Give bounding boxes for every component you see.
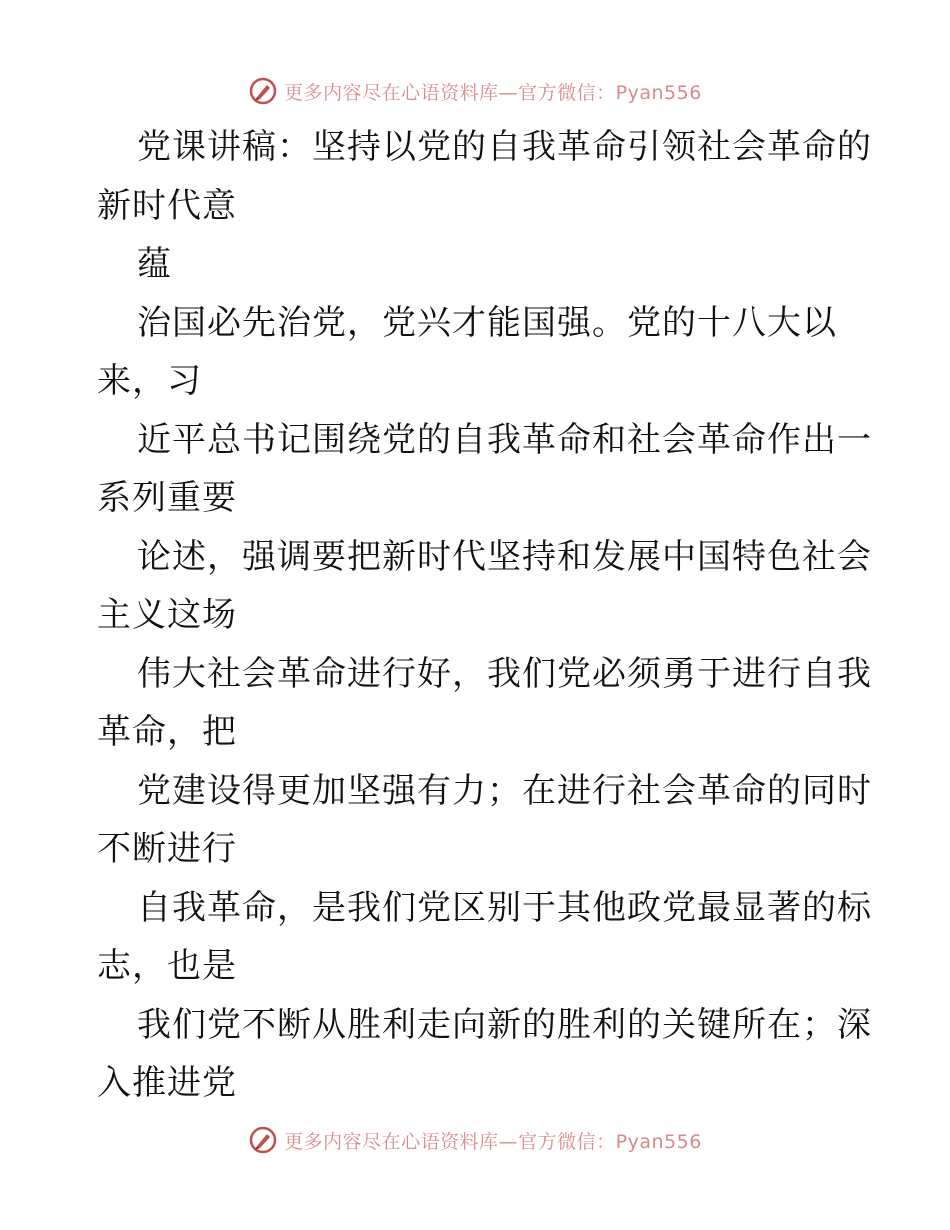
document-body: [97, 118, 872, 1113]
text-line: 党课讲稿：坚持以党的自我革命引领社会革命的: [137, 127, 872, 167]
footer-watermark: [0, 1120, 950, 1160]
text-line: 革命，把: [97, 712, 237, 752]
header-watermark: [0, 71, 950, 111]
text-line: 治国必先治党，党兴才能国强。党的十八大以: [137, 302, 837, 343]
text-line: 志，也是: [97, 946, 237, 986]
text-line: 论述，强调要把新时代坚持和发展中国特色社会: [137, 536, 872, 577]
text-line: 蕴: [137, 244, 172, 284]
text-line: 不断进行: [97, 829, 237, 869]
text-line: 入推进党: [97, 1063, 237, 1103]
text-line: 伟大社会革命进行好，我们党必须勇于进行自我: [137, 653, 872, 694]
text-line: 我们党不断从胜利走向新的胜利的关键所在；深: [137, 1004, 872, 1045]
text-line: 自我革命，是我们党区别于其他政党最显著的标: [137, 887, 872, 928]
text-line: 来，习: [97, 361, 202, 401]
text-line: 新时代意: [97, 185, 237, 226]
text-line: 主义这场: [97, 595, 237, 635]
watermark-text: 更多内容尽在心语资料库—官方微信：Pyan556: [284, 1130, 702, 1153]
text-line: 党建设得更加坚强有力；在进行社会革命的同时: [137, 770, 872, 811]
watermark-text: 更多内容尽在心语资料库—官方微信：Pyan556: [284, 81, 702, 104]
text-line: 系列重要: [97, 478, 237, 518]
text-line: 近平总书记围绕党的自我革命和社会革命作出一: [137, 419, 872, 460]
pen-logo-icon: [248, 1125, 278, 1155]
pen-logo-icon: [248, 76, 278, 106]
